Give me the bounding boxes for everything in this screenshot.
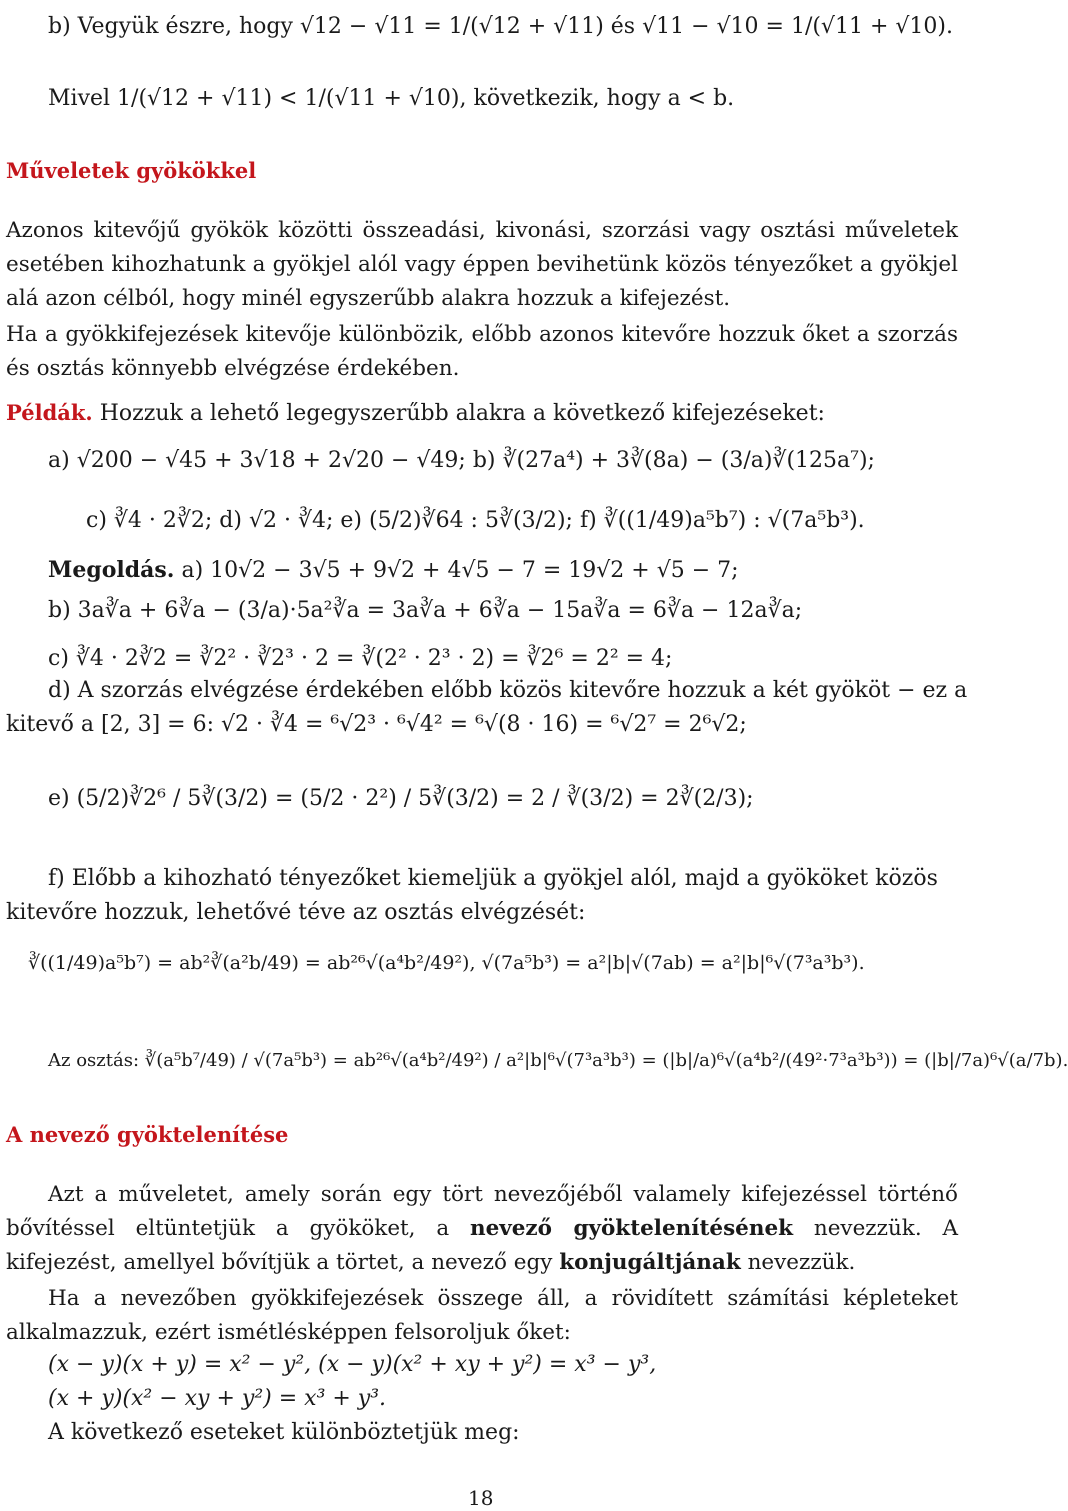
heading-rationalize-denominator: A nevező gyöktelenítése [6,1122,289,1147]
examples-label: Példák. [6,400,93,425]
p3-part1: Azt a műveletet, amely során egy tört nevezőjéből valamely kifejezéssel történő bővítéssel eltüntetjük a gyököket, a [6,1182,958,1241]
solution-f-line3: ∛((1/49)a⁵b⁷) = ab²∛(a²b/49) = ab²⁶√(a⁴b²/49²), √(7a⁵b³) = a²|b|√(7ab) = a²|b|⁶√(7³a³b³). [28,952,865,974]
solution-f-line1: f) Előbb a kihozható tényezőket kiemeljük a gyökjel alól, majd a gyököket közös [48,866,938,891]
paragraph-formulas-intro: Ha a nevezőben gyökkifejezések összege áll, a rövidített számítási képleteket alkalmazzuk, ezért ismétlésképpen felsoroljuk őket: [6,1286,958,1345]
solution-e: e) (5/2)∛2⁶ / 5∛(3/2) = (5/2 · 2²) / 5∛(3/2) = 2 / ∛(3/2) = 2∛(2/3); [48,786,754,811]
term-rationalization: nevező gyöktelenítésének [469,1216,794,1241]
solution-f-division: Az osztás: ∛(a⁵b⁷/49) / √(7a⁵b³) = ab²⁶√(a⁴b²/49²) / a²|b|⁶√(7³a³b³) = (|b|/a)⁶√(a⁴b²/(49²·7³a³b³)) = (|b|/7a)⁶√(a/7b). [48,1050,1068,1071]
cases-intro: A következő eseteket különböztetjük meg: [48,1420,520,1445]
solution-c: c) ∛4 · 2∛2 = ∛2² · ∛2³ · 2 = ∛(2² · 2³ · 2) = ∛2⁶ = 2² = 4; [48,646,673,671]
example-c-f: c) ∛4 · 2∛2; d) √2 · ∛4; e) (5/2)∛64 : 5∛(3/2); f) ∛((1/49)a⁵b⁷) : √(7a⁵b³). [86,508,865,533]
example-a-b: a) √200 − √45 + 3√18 + 2√20 − √49; b) ∛(27a⁴) + 3∛(8a) − (3/a)∛(125a⁷); [48,448,875,473]
examples-line [6,400,825,427]
solution-label: Megoldás. [48,557,175,583]
line-b-observe: b) Vegyük észre, hogy √12 − √11 = 1/(√12 + √11) és √11 − √10 = 1/(√11 + √10). [48,14,953,39]
solution-a-text: a) 10√2 − 3√5 + 9√2 + 4√5 − 7 = 19√2 + √5 − 7; [181,558,739,583]
paragraph-rationalization [6,1178,958,1280]
solution-d-line2: kitevő a [2, 3] = 6: √2 · ∛4 = ⁶√2³ · ⁶√4² = ⁶√(8 · 16) = ⁶√2⁷ = 2⁶√2; [6,712,747,737]
solution-d-line1: d) A szorzás elvégzése érdekében előbb közös kitevőre hozzuk a két gyököt − ez a [48,678,968,703]
p3-part3: nevezzük. [740,1250,856,1275]
paragraph-different-index: Ha a gyökkifejezések kitevője különbözik, előbb azonos kitevőre hozzuk őket a szorzás és osztás könnyebb elvégzése érdekében. [6,322,958,381]
examples-text: Hozzuk a lehető legegyszerűbb alakra a következő kifejezéseket: [99,401,825,426]
solution-f-line2: kitevőre hozzuk, lehetővé téve az osztás elvégzését: [6,900,586,925]
formula-line-2: (x + y)(x² − xy + y²) = x³ + y³. [48,1386,387,1411]
line-since: Mivel 1/(√12 + √11) < 1/(√11 + √10), következik, hogy a < b. [48,86,735,111]
page-number: 18 [468,1486,494,1510]
paragraph-same-index: Azonos kitevőjű gyökök közötti összeadási, kivonási, szorzási vagy osztási műveletek esetében kihozhatunk a gyökjel alól vagy éppen bevihetünk közös tényezőket a gyökjel alá azon célból, hogy minél egyszerűbb alakra hozzuk a kifejezést. [6,218,958,311]
p3-part2: nevezzük. A kifejezést, amellyel bővítjük a törtet, a nevező egy [6,1216,958,1275]
solution-b: b) 3a∛a + 6∛a − (3/a)·5a²∛a = 3a∛a + 6∛a − 15a∛a = 6∛a − 12a∛a; [48,598,803,623]
solution-a [48,557,739,584]
formula-line-1: (x − y)(x + y) = x² − y², (x − y)(x² + xy + y²) = x³ − y³, [48,1352,657,1377]
heading-root-operations: Műveletek gyökökkel [6,158,257,183]
term-conjugate: konjugáltjának [559,1250,741,1275]
